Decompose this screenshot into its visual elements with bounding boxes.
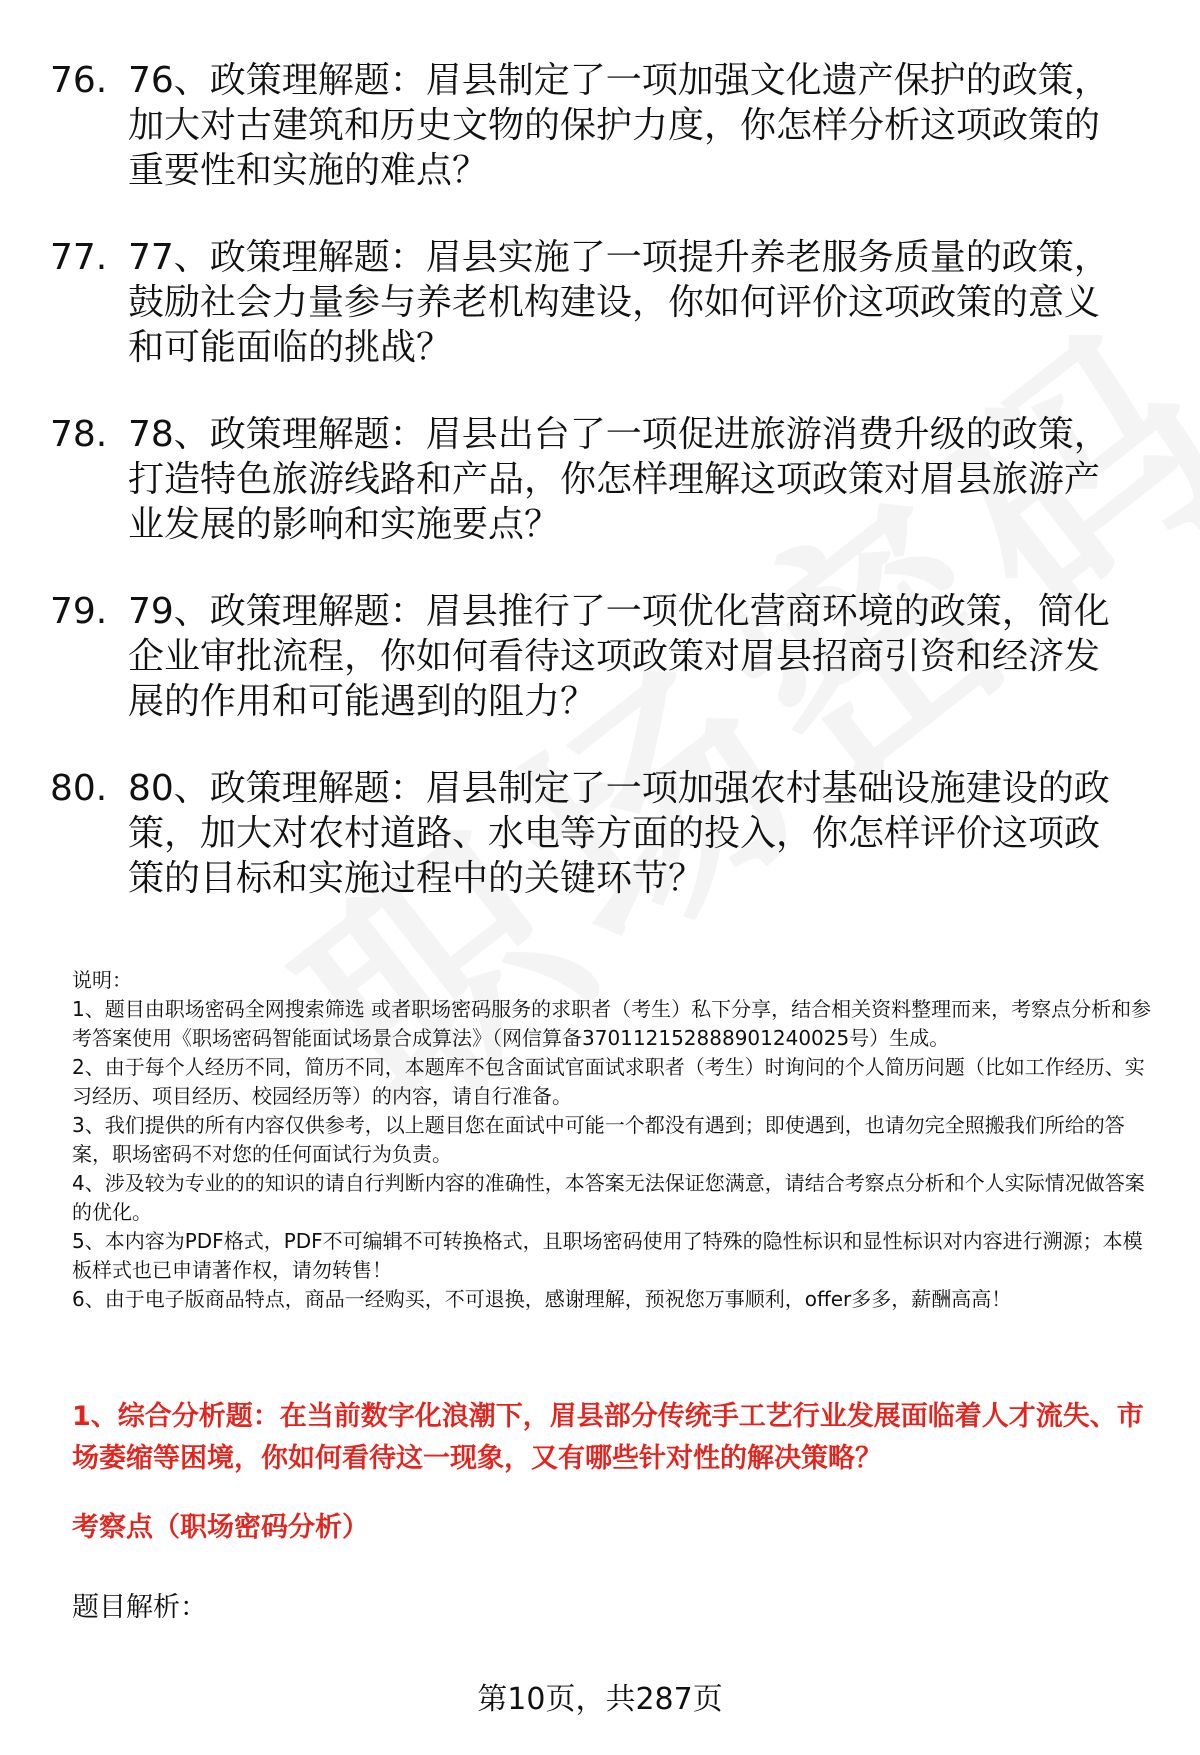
notes-section bbox=[72, 966, 1162, 1314]
question-item bbox=[50, 589, 1160, 724]
note-item: 4、涉及较为专业的的知识的请自行判断内容的准确性，本答案无法保证您满意，请结合考察点分析和个人实际情况做答案的优化。 bbox=[72, 1171, 1145, 1224]
question-item bbox=[50, 412, 1160, 547]
question-number: 76. bbox=[50, 60, 108, 101]
note-item: 5、本内容为PDF格式，PDF不可编辑不可转换格式，且职场密码使用了特殊的隐性标识和显性标识对内容进行溯源；本模板样式也已申请著作权，请勿转售！ bbox=[72, 1229, 1143, 1282]
question-text: 80、政策理解题：眉县制定了一项加强农村基础设施建设的政策，加大对农村道路、水电等方面的投入，你怎样评价这项政策的目标和实施过程中的关键环节？ bbox=[128, 768, 1110, 899]
question-item bbox=[50, 235, 1160, 370]
page-footer: 第10页，共287页 bbox=[477, 1682, 723, 1717]
question-text: 76、政策理解题：眉县制定了一项加强文化遗产保护的政策，加大对古建筑和历史文物的保护力度，你怎样分析这项政策的重要性和实施的难点？ bbox=[128, 60, 1110, 191]
exam-point-label: 考察点（职场密码分析） bbox=[72, 1512, 369, 1543]
question-text: 77、政策理解题：眉县实施了一项提升养老服务质量的政策，鼓励社会力量参与养老机构建设，你如何评价这项政策的意义和可能面临的挑战？ bbox=[128, 237, 1110, 368]
note-item: 2、由于每个人经历不同，简历不同，本题库不包含面试官面试求职者（考生）时询问的个人简历问题（比如工作经历、实习经历、项目经历、校园经历等）的内容，请自行准备。 bbox=[72, 1055, 1145, 1108]
question-number: 80. bbox=[50, 768, 108, 809]
notes-heading: 说明： bbox=[72, 968, 132, 992]
question-list bbox=[50, 58, 1160, 943]
question-text: 78、政策理解题：眉县出台了一项促进旅游消费升级的政策，打造特色旅游线路和产品，你怎样理解这项政策对眉县旅游产业发展的影响和实施要点？ bbox=[128, 414, 1110, 545]
highlight-question: 1、综合分析题：在当前数字化浪潮下，眉县部分传统手工艺行业发展面临着人才流失、市场萎缩等困境，你如何看待这一现象，又有哪些针对性的解决策略？ bbox=[72, 1401, 1144, 1474]
question-number: 79. bbox=[50, 591, 108, 632]
analysis-label: 题目解析： bbox=[72, 1592, 207, 1623]
question-number: 78. bbox=[50, 414, 108, 455]
note-item: 3、我们提供的所有内容仅供参考，以上题目您在面试中可能一个都没有遇到；即使遇到，也请勿完全照搬我们所给的答案，职场密码不对您的任何面试行为负责。 bbox=[72, 1113, 1125, 1166]
note-item: 6、由于电子版商品特点，商品一经购买，不可退换，感谢理解，预祝您万事顺利，offer多多，薪酬高高！ bbox=[72, 1287, 1012, 1311]
question-number: 77. bbox=[50, 237, 108, 278]
question-item bbox=[50, 766, 1160, 901]
question-text: 79、政策理解题：眉县推行了一项优化营商环境的政策，简化企业审批流程，你如何看待这项政策对眉县招商引资和经济发展的作用和可能遇到的阻力？ bbox=[128, 591, 1110, 722]
question-item bbox=[50, 58, 1160, 193]
note-item: 1、题目由职场密码全网搜索筛选 或者职场密码服务的求职者（考生）私下分享，结合相关资料整理而来，考察点分析和参考答案使用《职场密码智能面试场景合成算法》（网信算备370112152888901240025号）生成。 bbox=[72, 997, 1152, 1050]
